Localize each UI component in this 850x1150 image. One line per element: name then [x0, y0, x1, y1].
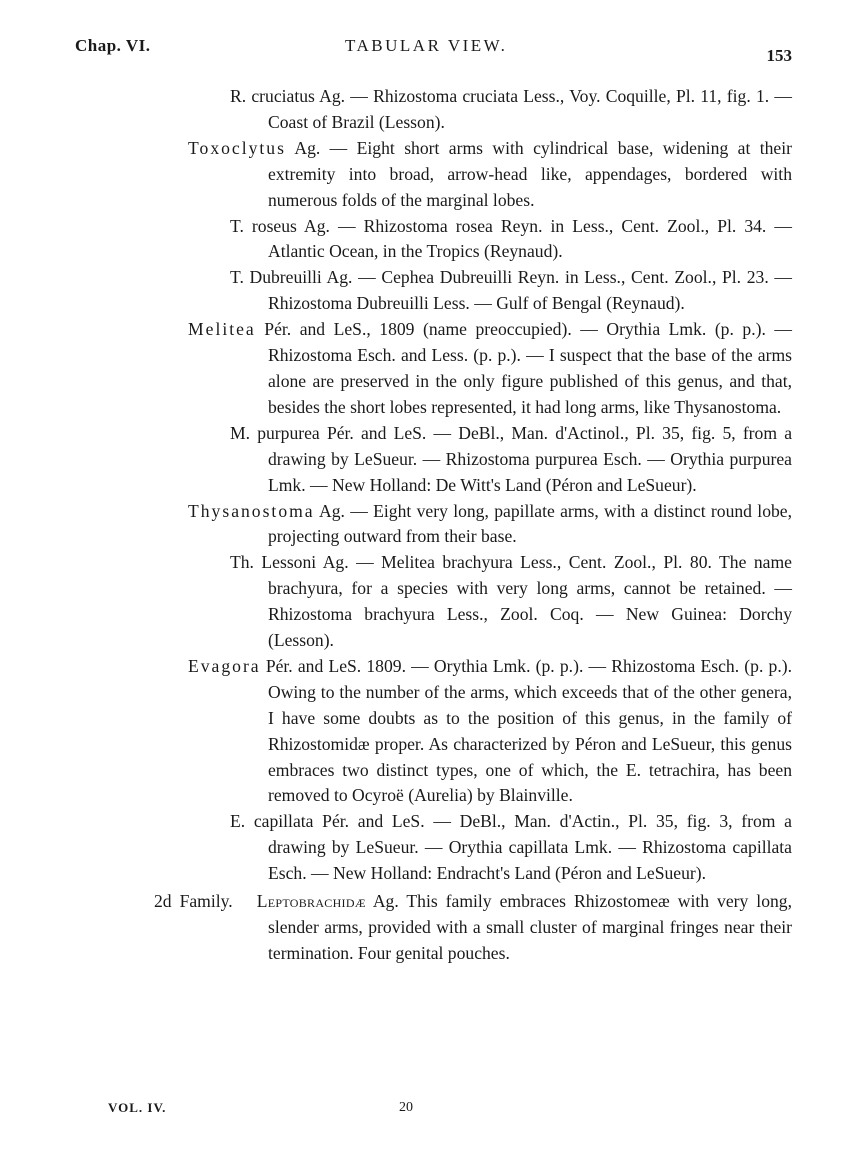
entry-lead: T. roseus — [230, 215, 297, 236]
genus-name: Thysanostoma — [188, 500, 315, 521]
signature-mark: 20 — [399, 1100, 413, 1115]
running-title: TABULAR VIEW. — [345, 36, 508, 55]
entry-text: Ag. — Rhizostoma cruciata Less., Voy. Coquille, Pl. 11, fig. 1. — Coast of Brazil (Lesson). — [268, 86, 792, 132]
entry-r-cruciatus — [0, 84, 850, 136]
page-number: 153 — [766, 46, 792, 65]
entry-text: Ag. — Melitea brachyura Less., Cent. Zool., Pl. 80. The name brachyura, for a species with very long arms, cannot be retained. — Rhizostoma brachyura Less., Zool. Coq. — New Guinea: Dorchy (Lesson). — [268, 552, 792, 651]
family-label: 2d Family. — [154, 891, 233, 912]
entry-th-lessoni — [0, 550, 850, 654]
entry-evagora — [0, 654, 850, 809]
entry-melitea — [0, 317, 850, 421]
genus-name: Evagora — [188, 655, 261, 676]
entry-text: Pér. and LeS., 1809 (name preoccupied). — Orythia Lmk. (p. p.). — Rhizostoma Esch. and Less. (p. p.). — I suspect that the base of the arms alone are preserved in the only figure published of this genus, and that, besides the short lobes represented, it had long arms, like Thysanostoma. — [264, 319, 792, 417]
volume-mark: VOL. IV. — [108, 1100, 167, 1115]
entry-thysanostoma — [0, 499, 850, 551]
entry-text: Ag. This family embraces Rhizostomeæ with very long, slender arms, provided with a small cluster of marginal fringes near their termination. Four genital pouches. — [268, 891, 792, 963]
entry-text: Pér. and LeS. — DeBl., Man. d'Actin., Pl. 35, fig. 3, from a drawing by LeSueur. — Orythia capillata Lmk. — Rhizostoma capillata Esch. — New Holland: Endracht's Land (Péron and LeSueur). — [268, 811, 792, 884]
entry-lead: R. cruciatus — [230, 86, 315, 106]
entry-text: Ag. — Cephea Dubreuilli Reyn. in Less., Cent. Zool., Pl. 23. — Rhizostoma Dubreuilli Less. — Gulf of Bengal (Reynaud). — [268, 267, 792, 314]
entry-t-roseus — [0, 214, 850, 266]
family-name: Leptobrachidæ — [256, 891, 366, 912]
page-body — [0, 84, 850, 967]
entry-text: Pér. and LeS. — DeBl., Man. d'Actinol., Pl. 35, fig. 5, from a drawing by LeSueur. — Rhizostoma purpurea Esch. — Orythia purpurea Lmk. — New Holland: De Witt's Land (Péron and LeSueur). — [268, 422, 792, 495]
genus-name: Toxoclytus — [188, 137, 286, 158]
entry-lead: Th. Lessoni — [230, 552, 317, 573]
entry-lead: M. purpurea — [230, 422, 320, 443]
entry-lead: E. capillata — [230, 811, 314, 832]
entry-text: Ag. — Eight very long, papillate arms, with a distinct round lobe, projecting outward from their base. — [268, 500, 792, 547]
entry-lead: T. Dubreuilli — [230, 267, 322, 288]
entry-m-purpurea — [0, 421, 850, 499]
entry-toxoclytus — [0, 136, 850, 214]
chapter-heading: Chap. VI. — [75, 36, 151, 55]
entry-text: Ag. — Eight short arms with cylindrical base, widening at their extremity into broad, arrow-head like, appendages, bordered with numerous folds of the marginal lobes. — [268, 137, 792, 210]
entry-text: Ag. — Rhizostoma rosea Reyn. in Less., Cent. Zool., Pl. 34. — Atlantic Ocean, in the Tropics (Reynaud). — [268, 215, 792, 262]
entry-text: Pér. and LeS. 1809. — Orythia Lmk. (p. p.). — Rhizostoma Esch. (p. p.). Owing to the number of the arms, which exceeds that of the other genera, I have some doubts as to the position of this genus, in the family of Rhizostomidæ proper. As characterized by Péron and LeSueur, this genus embraces two distinct types, one of which, the E. tetrachira, has been removed to Ocyroë (Aurelia) by Blainville. — [265, 655, 792, 806]
family-leptobrachidae — [0, 889, 850, 967]
entry-t-dubreuilli — [0, 265, 850, 317]
genus-name: Melitea — [188, 319, 256, 340]
entry-e-capillata — [0, 809, 850, 887]
